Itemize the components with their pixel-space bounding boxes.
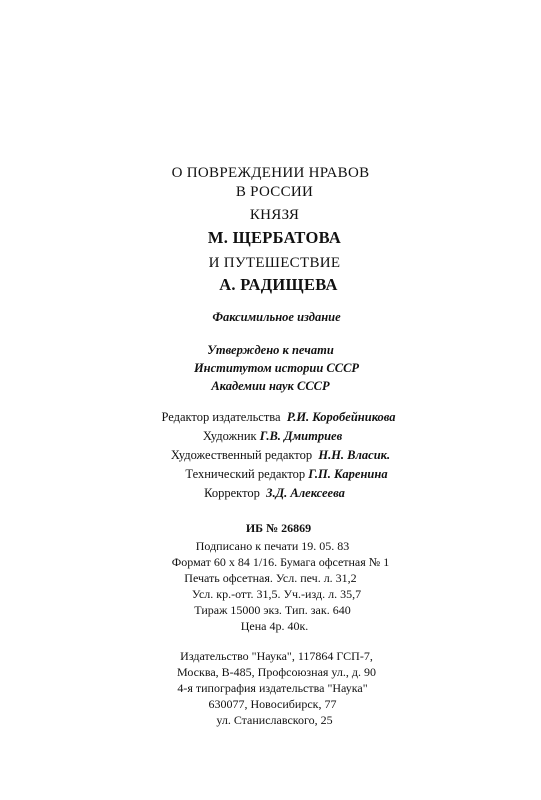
title-line-4: И ПУТЕШЕСТВИЕ (208, 255, 341, 271)
credit-name: Г.В. Дмитриев (259, 429, 343, 443)
credit-name: З.Д. Алексеева (266, 486, 345, 500)
credit-role: Художественный редактор (170, 448, 313, 462)
credit-name: Р.И. Коробейникова (286, 410, 396, 424)
publisher-line-2: Москва, В-485, Профсоюзная ул., д. 90 (177, 665, 376, 679)
title-line-2: В РОССИИ (235, 184, 314, 200)
credit-proofreader (0, 486, 541, 501)
approval-line-2: Институтом истории СССР (193, 361, 360, 375)
title-line-3: КНЯЗЯ (249, 207, 300, 223)
imprint-print: Печать офсетная. Усл. печ. л. 31,2 (184, 571, 357, 585)
credit-role: Редактор издательства (161, 410, 281, 424)
publisher-line-1: Издательство "Наука", 117864 ГСП-7, (180, 649, 373, 663)
imprint-sheets: Усл. кр.-отт. 31,5. Уч.-изд. л. 35,7 (191, 587, 362, 601)
title-line-1: О ПОВРЕЖДЕНИИ НРАВОВ (171, 165, 370, 181)
credit-name: Г.П. Каренина (308, 467, 388, 481)
credit-artist (0, 429, 541, 444)
credit-name: Н.Н. Власик. (318, 448, 391, 462)
credit-editor (0, 410, 541, 425)
edition-note: Факсимильное издание (212, 310, 341, 324)
credit-tech-editor (0, 467, 541, 482)
credit-role: Художник (202, 429, 257, 443)
credit-role: Корректор (204, 486, 260, 500)
imprint-price: Цена 4р. 40к. (240, 619, 309, 633)
imprint-run: Тираж 15000 экз. Тип. зак. 640 (194, 603, 351, 617)
publisher-line-4: 630077, Новосибирск, 77 (208, 697, 337, 711)
author-shcherbatov: М. ЩЕРБАТОВА (207, 228, 342, 247)
publisher-line-5: ул. Станиславского, 25 (216, 713, 333, 727)
ib-number: ИБ № 26869 (245, 521, 312, 535)
approval-line-1: Утверждено к печати (207, 343, 334, 357)
author-radishchev: А. РАДИЩЕВА (219, 275, 338, 294)
approval-line-3: Академии наук СССР (211, 379, 330, 393)
imprint-signed: Подписано к печати 19. 05. 83 (195, 539, 350, 553)
imprint-format: Формат 60 х 84 1/16. Бумага офсетная № 1 (171, 555, 390, 569)
publisher-line-3: 4-я типография издательства "Наука" (177, 681, 368, 695)
credit-art-editor (0, 448, 541, 463)
credit-role: Технический редактор (185, 467, 306, 481)
